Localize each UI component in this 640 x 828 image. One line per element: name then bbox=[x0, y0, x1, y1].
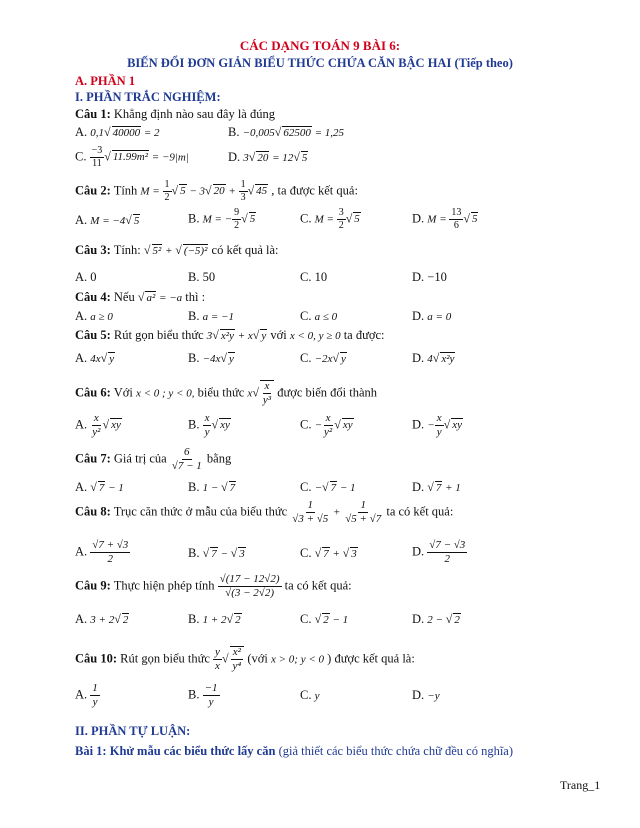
option-2a: A. M = −4√ 5 bbox=[75, 213, 140, 227]
question-label: Câu 9: bbox=[75, 578, 111, 593]
option-5a: A. 4x√ y bbox=[75, 351, 115, 365]
question-condition: x < 0 ; y < 0, bbox=[135, 387, 195, 400]
question-label: Câu 4: bbox=[75, 290, 111, 304]
essay-label: Bài 1: bbox=[75, 744, 107, 758]
option-6d: D. − $\frac{x}{y}$ √ xy bbox=[412, 412, 462, 438]
question-text: có kết quả là: bbox=[211, 243, 279, 257]
question-8: Câu 8: Trục căn thức ở mẫu của biểu thức $\frac{1}{√3 + √5}$ + $\frac{1}{√5 + √7}$ ta có kết quả: bbox=[75, 499, 454, 525]
question-label: Câu 8: bbox=[75, 504, 111, 519]
question-text: Khẳng định nào sau đây là đúng bbox=[113, 107, 275, 121]
option-4b: B. a = −1 bbox=[188, 309, 234, 323]
option-2b: B. M = − $\frac{9}{2}$ √ 5 bbox=[188, 207, 256, 231]
question-2: Câu 2: Tính M = $\frac{1}{2}$ √ 5 − 3√ 20 + $\frac{1}{3}$ √ 45 , ta được kết quả: bbox=[75, 179, 358, 203]
option-8a: A. $\frac{√7 + √3}{2}$ bbox=[75, 539, 129, 565]
question-text: Trục căn thức ở mẫu của biểu thức bbox=[113, 504, 288, 519]
essay-title: Khử mẫu các biểu thức lấy căn bbox=[109, 744, 276, 758]
option-1d: D. 3√ 20 = 12√ 5 bbox=[228, 150, 308, 164]
question-text: thì : bbox=[185, 290, 206, 304]
question-text: Tính bbox=[113, 183, 138, 198]
question-text: Nếu bbox=[113, 290, 135, 304]
option-5b: B. −4x√ y bbox=[188, 351, 234, 365]
question-text: Thực hiện phép tính bbox=[113, 578, 215, 593]
question-label: Câu 3: bbox=[75, 243, 111, 257]
question-text: ) được kết quả là: bbox=[327, 651, 415, 666]
question-text: ta có kết quả: bbox=[386, 504, 454, 519]
page-subtitle: BIẾN ĐỔI ĐƠN GIẢN BIỂU THỨC CHỨA CĂN BẬC HAI (Tiếp theo) bbox=[127, 56, 513, 70]
option-8c: C. √ 7 + √ 3 bbox=[300, 546, 357, 560]
question-6: Câu 6: Với x < 0 ; y < 0, biểu thức x√ $\frac{x}{\text{y³}}$ được biến đổi thành bbox=[75, 380, 378, 406]
option-3d: D. −10 bbox=[412, 270, 447, 284]
section-essay: II. PHẦN TỰ LUẬN: bbox=[75, 724, 191, 738]
option-6a: A. $\frac{x}{\text{y²}}$ √ xy bbox=[75, 412, 121, 438]
option-8d: D. $\frac{√7 - √3}{2}$ bbox=[412, 539, 466, 565]
option-8b: B. √ 7 − √ 3 bbox=[188, 546, 245, 560]
question-9: Câu 9: Thực hiện phép tính $\frac{√(17 - 12√2)}{√(3 - 2√2)}$ ta có kết quả: bbox=[75, 573, 352, 599]
question-label: Câu 5: bbox=[75, 328, 111, 342]
question-text: Giá trị của bbox=[113, 451, 167, 466]
option-10d: D. −y bbox=[412, 688, 440, 702]
option-9a: A. 3 + 2√ 2 bbox=[75, 612, 129, 626]
section-part-a: A. PHẦN 1 bbox=[75, 74, 136, 88]
question-text: Rút gọn biểu thức bbox=[120, 651, 210, 666]
page-number: Trang_1 bbox=[560, 778, 601, 792]
question-text: Tính: bbox=[113, 243, 141, 257]
question-text: được biến đổi thành bbox=[277, 385, 378, 400]
question-text: Với bbox=[113, 385, 133, 400]
option-9b: B. 1 + 2√ 2 bbox=[188, 612, 241, 626]
option-4c: C. a ≤ 0 bbox=[300, 309, 338, 323]
question-label: Câu 7: bbox=[75, 451, 111, 466]
question-condition: x < 0, y ≥ 0 bbox=[289, 330, 341, 342]
option-7d: D. √ 7 + 1 bbox=[412, 480, 461, 494]
option-2d: D. M = $\frac{13}{6}$ √ 5 bbox=[412, 207, 478, 231]
option-1b: B. −0,005√ 62500 = 1,25 bbox=[228, 125, 345, 139]
option-4a: A. a ≥ 0 bbox=[75, 309, 113, 323]
option-9c: C. √ 2 − 1 bbox=[300, 612, 349, 626]
question-label: Câu 10: bbox=[75, 651, 118, 666]
option-3c: C. 10 bbox=[300, 270, 328, 284]
question-10: Câu 10: Rút gọn biểu thức $\frac{y}{x}$ √ $\frac{\text{x²}}{\text{y⁴}}$ (với x > 0; y < 0 ) được kết quả là: bbox=[75, 646, 415, 672]
question-text: bằng bbox=[206, 451, 232, 466]
question-text: ta được: bbox=[343, 328, 385, 342]
option-3a: A. 0 bbox=[75, 270, 97, 284]
option-7a: A. √ 7 − 1 bbox=[75, 480, 124, 494]
option-6c: C. − $\frac{x}{\text{y²}}$ √ xy bbox=[300, 412, 353, 438]
question-condition: x > 0; y < 0 bbox=[271, 653, 325, 666]
option-10b: B. $\frac{-1}{y}$ bbox=[188, 682, 218, 708]
question-label: Câu 6: bbox=[75, 385, 111, 400]
question-text: Rút gọn biểu thức bbox=[113, 328, 204, 342]
option-2c: C. M = $\frac{3}{2}$ √ 5 bbox=[300, 207, 360, 231]
question-1 bbox=[75, 107, 275, 122]
question-text: (với bbox=[247, 651, 268, 666]
question-text: , ta được kết quả: bbox=[271, 183, 358, 198]
section-multiple-choice: I. PHẦN TRẮC NGHIỆM: bbox=[75, 90, 221, 104]
option-5c: C. −2x√ y bbox=[300, 351, 346, 365]
question-text: ta có kết quả: bbox=[284, 578, 352, 593]
question-label: Câu 1: bbox=[75, 107, 111, 121]
question-3: Câu 3: Tính: √ 5² + √ (−5)² có kết quả là: bbox=[75, 243, 279, 257]
option-3b: B. 50 bbox=[188, 270, 216, 284]
option-4d: D. a = 0 bbox=[412, 309, 452, 323]
question-4: Câu 4: Nếu √ a² = −a thì : bbox=[75, 290, 206, 304]
question-5: Câu 5: Rút gọn biểu thức 3√ x²y + x√ y với x < 0, y ≥ 0 ta được: bbox=[75, 328, 385, 342]
option-1c: C. $\frac{-3}{11}$ √ 11.99m² = −9|m| bbox=[75, 145, 189, 169]
essay-task-1 bbox=[75, 744, 513, 759]
question-text: với bbox=[270, 328, 287, 342]
option-6b: B. $\frac{x}{y}$ √ xy bbox=[188, 412, 230, 438]
question-label: Câu 2: bbox=[75, 183, 111, 198]
option-7b: B. 1 − √ 7 bbox=[188, 480, 236, 494]
option-9d: D. 2 − √ 2 bbox=[412, 612, 460, 626]
option-10a: A. $\frac{1}{y}$ bbox=[75, 682, 98, 708]
option-1a: A. 0,1√ 40000 = 2 bbox=[75, 125, 160, 139]
page-title: CÁC DẠNG TOÁN 9 BÀI 6: bbox=[239, 38, 401, 53]
option-10c: C. y bbox=[300, 688, 320, 702]
essay-note: (giả thiết các biểu thức chứa chữ đều có nghĩa) bbox=[278, 744, 514, 758]
question-text: biểu thức bbox=[197, 385, 245, 400]
option-7c: C. −√ 7 − 1 bbox=[300, 480, 356, 494]
question-7: Câu 7: Giá trị của $\frac{6}{√7 - 1}$ bằng bbox=[75, 446, 232, 472]
option-5d: D. 4√ x²y bbox=[412, 351, 455, 365]
